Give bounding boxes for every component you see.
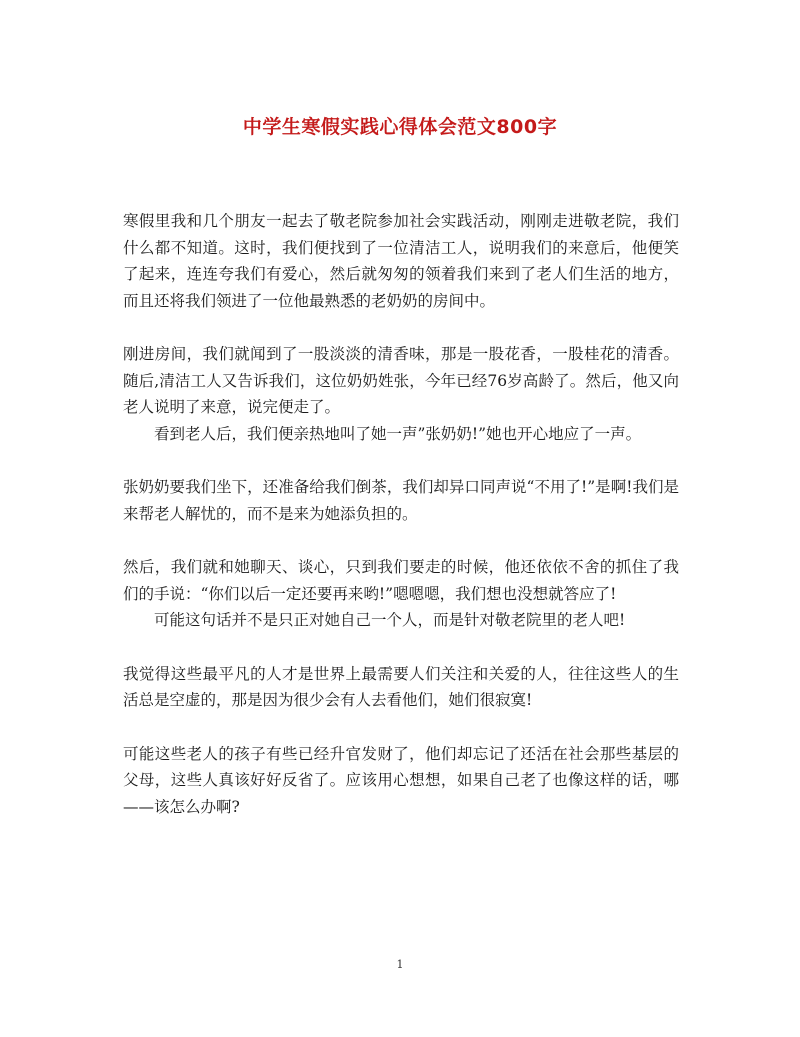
paragraph-gap [123,634,679,661]
paragraph-7: 我觉得这些最平凡的人才是世界上最需要人们关注和关爱的人，往往这些人的生活总是空虚的，那是因为很少会有人去看他们，她们很寂寞! [123,664,679,709]
paragraph-gap [123,714,679,741]
paragraph-5: 然后，我们就和她聊天、谈心，只到我们要走的时候，他还依依不舍的抓住了我们的手说：“你们以后一定还要再来哟!”嗯嗯嗯，我们想也没想就答应了! [123,558,679,603]
paragraph-gap [123,447,679,474]
paragraph-6: 可能这句话并不是只正对她自己一个人，而是针对敬老院里的老人吧! [154,611,626,629]
paragraph-gap [123,527,679,554]
paragraph-2: 刚进房间，我们就闻到了一股淡淡的清香味，那是一股花香，一股桂花的清香。随后,清洁工人又告诉我们，这位奶奶姓张，今年已经76岁高龄了。然后，他又向老人说明了来意，说完便走了。 [123,345,679,416]
paragraph-3: 看到老人后，我们便亲热地叫了她一声”张奶奶!”她也开心地应了一声。 [154,424,642,443]
paragraph-8: 可能这些老人的孩子有些已经升官发财了，他们却忘记了还活在社会那些基层的父母，这些人真该好好反省了。应该用心想想，如果自己老了也像这样的话，哪——该怎么办啊? [123,744,679,816]
paragraph-gap [123,314,679,341]
paragraph-1: 寒假里我和几个朋友一起去了敬老院参加社会实践活动，刚刚走进敬老院，我们什么都不知道。这时，我们便找到了一位清洁工人，说明我们的来意后，他便笑了起来，连连夸我们有爱心，然后就匆匆的领着我们来到了老人们生活的地方，而且还将我们领进了一位他最熟悉的老奶奶的房间中。 [123,212,679,310]
paragraph-4: 张奶奶要我们坐下，还准备给我们倒茶，我们却异口同声说“不用了!”是啊!我们是来帮老人解忧的，而不是来为她添负担的。 [123,478,679,523]
document-body [123,208,679,820]
page-number: 1 [396,958,404,971]
document-title: 中学生寒假实践心得体会范文800字 [242,116,558,138]
